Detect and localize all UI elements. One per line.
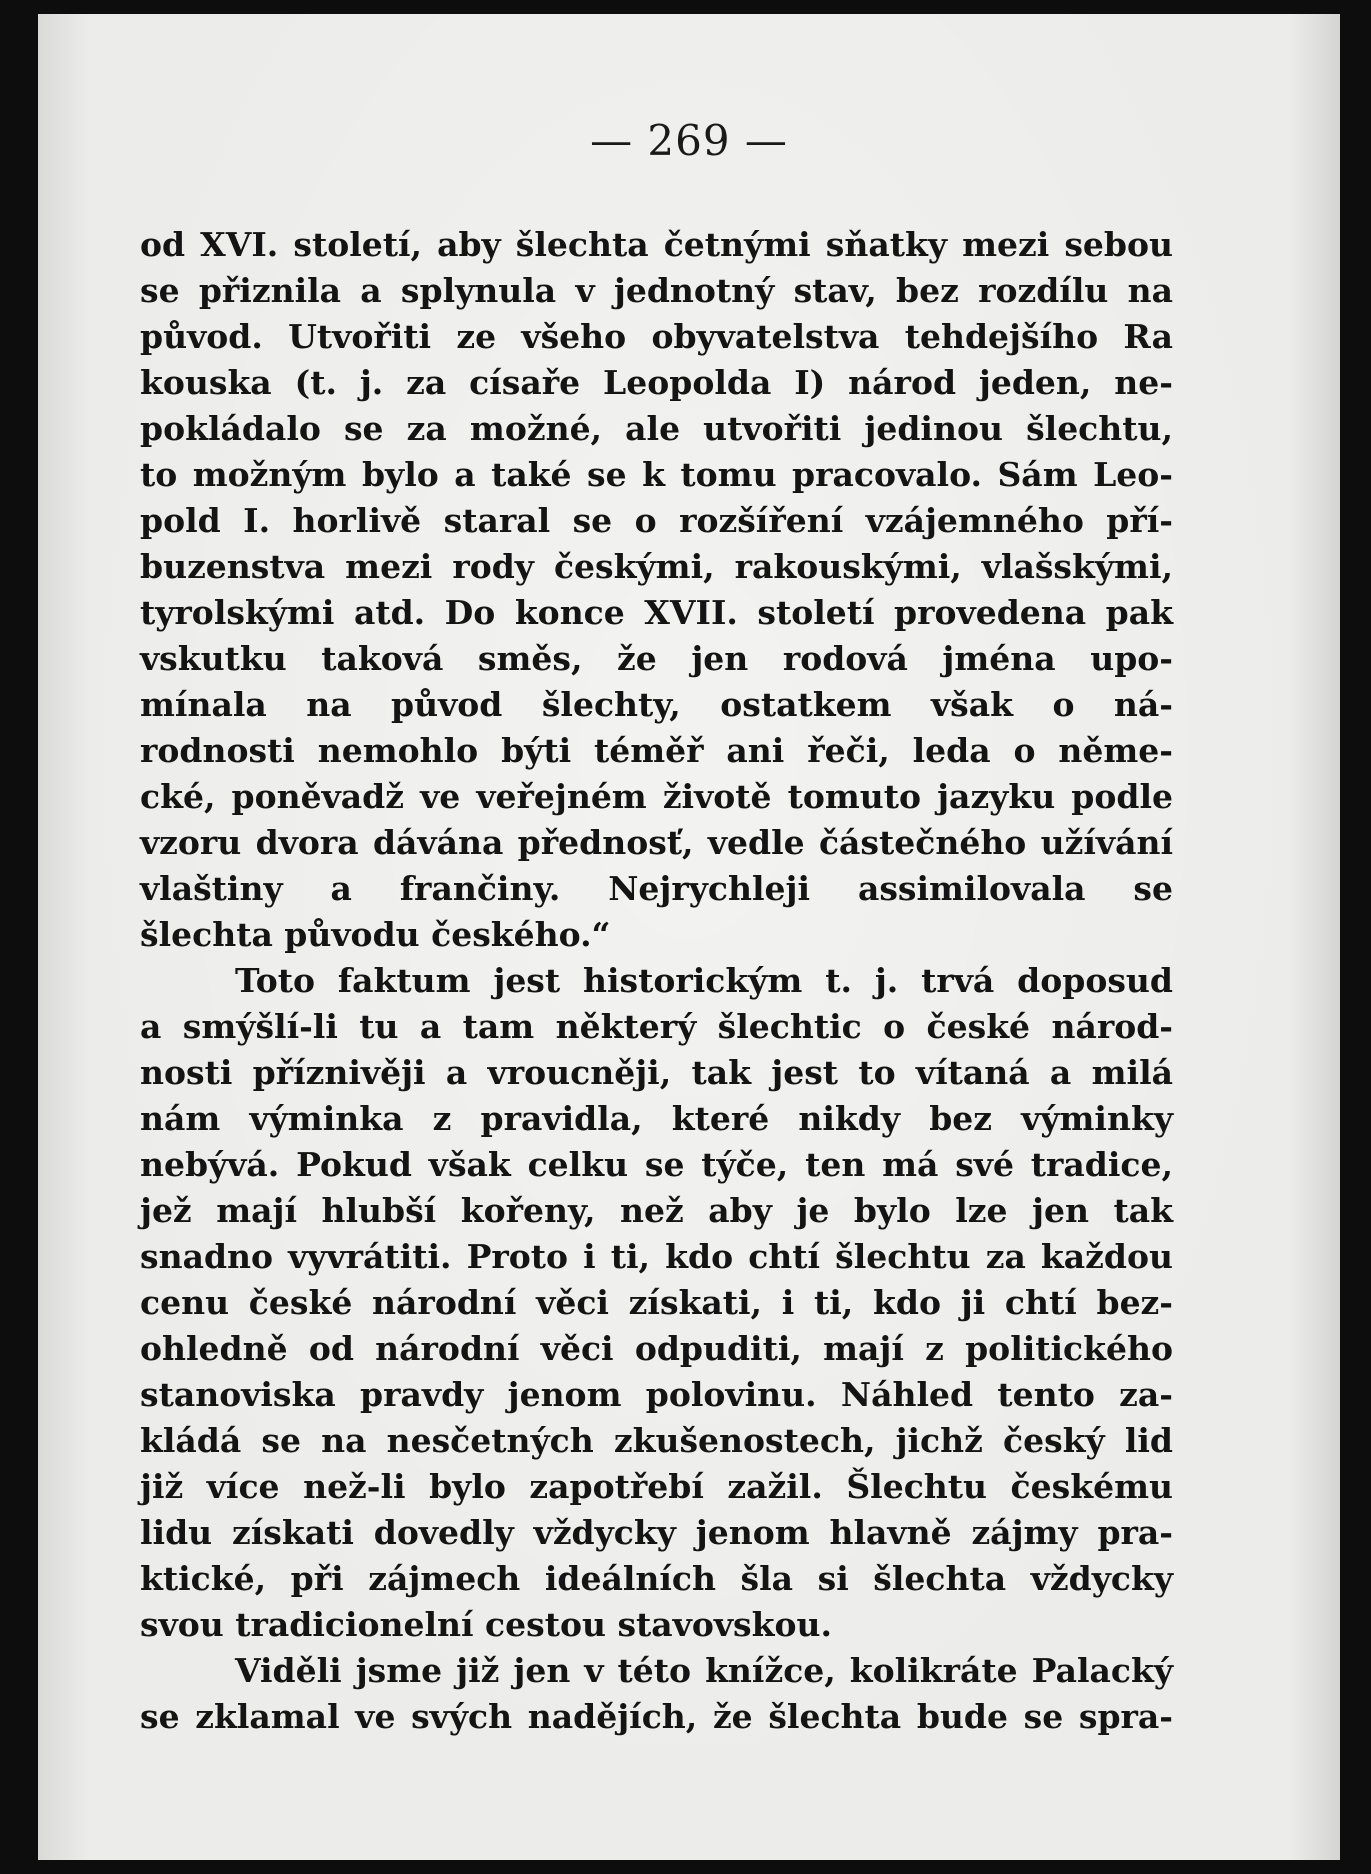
paragraph-start-line: Toto faktum jest historickým t. j. trvá doposud bbox=[235, 961, 1173, 1000]
text-line: se přiznila a splynula v jednotný stav, bez rozdílu na bbox=[140, 271, 1173, 310]
text-line: rodnosti nemohlo býti téměř ani řeči, leda o něme- bbox=[140, 731, 1173, 770]
text-line: lidu získati dovedly vždycky jenom hlavně zájmy pra- bbox=[140, 1513, 1173, 1552]
text-line: tyrolskými atd. Do konce XVII. století provedena pak bbox=[140, 593, 1173, 632]
scanned-book-page bbox=[38, 14, 1340, 1860]
text-line: původ. Utvořiti ze všeho obyvatelstva tehdejšího Ra bbox=[140, 317, 1173, 356]
text-line: od XVI. století, aby šlechta četnými sňatky mezi sebou bbox=[140, 225, 1173, 264]
text-line: vlaštiny a frančiny. Nejrychleji assimilovala se bbox=[140, 869, 1173, 908]
text-line: se zklamal ve svých nadějích, že šlechta bude se spra- bbox=[140, 1697, 1173, 1736]
text-line: ohledně od národní věci odpuditi, mají z politického bbox=[140, 1329, 1173, 1368]
text-line: šlechta původu českého.“ bbox=[140, 915, 611, 954]
text-line: ktické, při zájmech ideálních šla si šlechta vždycky bbox=[140, 1559, 1173, 1598]
page-number: — 269 — bbox=[590, 116, 788, 165]
text-line: pokládalo se za možné, ale utvořiti jedinou šlechtu, bbox=[140, 409, 1173, 448]
text-line: nám výminka z pravidla, které nikdy bez výminky bbox=[140, 1099, 1173, 1138]
text-line: buzenstva mezi rody českými, rakouskými, vlašskými, bbox=[140, 547, 1173, 586]
text-line: nosti příznivěji a vroucněji, tak jest to vítaná a milá bbox=[140, 1053, 1173, 1092]
text-line: nebývá. Pokud však celku se týče, ten má své tradice, bbox=[140, 1145, 1173, 1184]
text-line: cenu české národní věci získati, i ti, kdo ji chtí bez- bbox=[140, 1283, 1173, 1322]
text-line: pold I. horlivě staral se o rozšíření vzájemného pří- bbox=[140, 501, 1173, 540]
body-text bbox=[140, 222, 1173, 1740]
text-line: již více než-li bylo zapotřebí zažil. Šlechtu českému bbox=[140, 1467, 1173, 1506]
text-line: vskutku taková směs, že jen rodová jména upo- bbox=[140, 639, 1173, 678]
text-line: snadno vyvrátiti. Proto i ti, kdo chtí šlechtu za každou bbox=[140, 1237, 1173, 1276]
text-line: mínala na původ šlechty, ostatkem však o ná- bbox=[140, 685, 1173, 724]
text-line: svou tradicionelní cestou stavovskou. bbox=[140, 1605, 832, 1644]
paragraph-start-line: Viděli jsme již jen v této knížce, kolikráte Palacký bbox=[235, 1651, 1173, 1690]
text-line: kládá se na nesčetných zkušenostech, jichž český lid bbox=[140, 1421, 1173, 1460]
text-line: to možným bylo a také se k tomu pracovalo. Sám Leo- bbox=[140, 455, 1173, 494]
text-line: a smýšlí-li tu a tam některý šlechtic o české národ- bbox=[140, 1007, 1173, 1046]
text-line: cké, poněvadž ve veřejném životě tomuto jazyku podle bbox=[140, 777, 1173, 816]
text-line: stanoviska pravdy jenom polovinu. Náhled tento za- bbox=[140, 1375, 1173, 1414]
text-line: jež mají hlubší kořeny, než aby je bylo lze jen tak bbox=[140, 1191, 1173, 1230]
text-line: vzoru dvora dávána přednosť, vedle částečného užívání bbox=[140, 823, 1173, 862]
text-line: kouska (t. j. za císaře Leopolda I) národ jeden, ne- bbox=[140, 363, 1173, 402]
